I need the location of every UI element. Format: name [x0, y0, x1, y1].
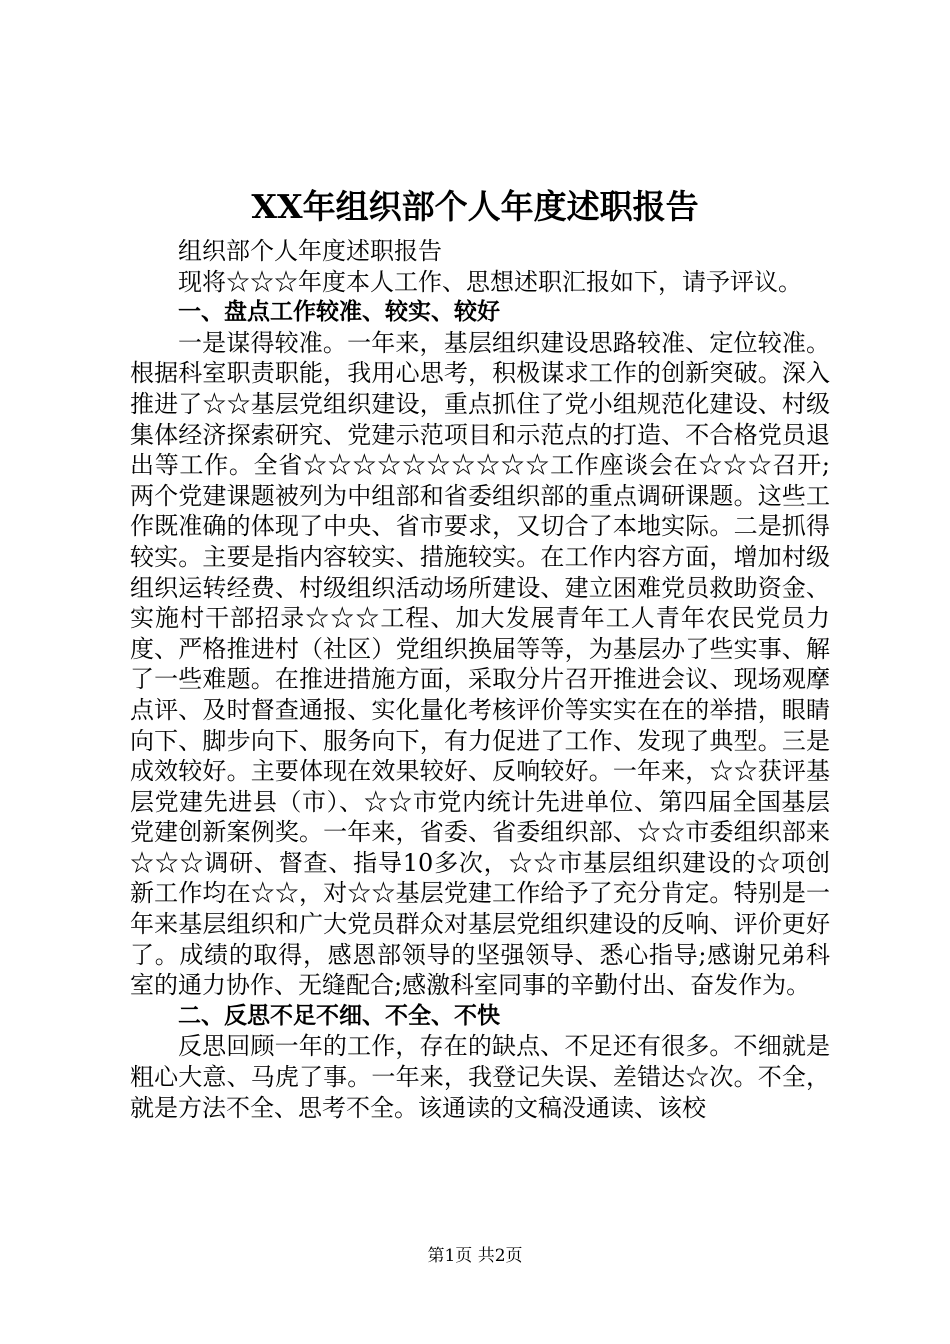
section-1-paragraph: 一是谋得较准。一年来，基层组织建设思路较准、定位较准。根据科室职责职能，我用心思考，积极谋求工作的创新突破。深入推进了☆☆基层党组织建设，重点抓住了党小组规范化建设、村级集体经济探索研究、党建示范项目和示范点的打造、不合格党员退出等工作。全省☆☆☆☆☆☆☆☆☆☆工作座谈会在☆☆☆召开;两个党建课题被列为中组部和省委组织部的重点调研课题。这些工作既准确的体现了中央、省市要求，又切合了本地实际。二是抓得较实。主要是指内容较实、措施较实。在工作内容方面，增加村级组织运转经费、村级组织活动场所建设、建立困难党员救助资金、实施村干部招录☆☆☆工程、加大发展青年工人青年农民党员力度、严格推进村（社区）党组织换届等等，为基层办了些实事、解了一些难题。在推进措施方面，采取分片召开推进会议、现场观摩点评、及时督查通报、实化量化考核评价等实实在在的举措，眼睛向下、脚步向下、服务向下，有力促进了工作、发现了典型。三是成效较好。主要体现在效果较好、反响较好。一年来，☆☆获评基层党建先进县（市）、☆☆市党内统计先进单位、第四届全国基层党建创新案例奖。一年来，省委、省委组织部、☆☆市委组织部来☆☆☆调研、督查、指导10多次，☆☆市基层组织建设的☆项创新工作均在☆☆，对☆☆基层党建工作给予了充分肯定。特别是一年来基层组织和广大党员群众对基层党组织建设的反响、评价更好了。成绩的取得，感恩部领导的坚强领导、悉心指导;感谢兄弟科室的通力协作、无缝配合;感激科室同事的辛勤付出、奋发作为。 — [130, 328, 830, 1000]
document-title: XX年组织部个人年度述职报告 — [251, 187, 699, 226]
page-footer: 第1页 共2页 — [427, 1246, 523, 1266]
document-body — [130, 236, 830, 1123]
intro-paragraph: 现将☆☆☆年度本人工作、思想述职汇报如下，请予评议。 — [178, 267, 802, 296]
section-2-heading: 二、反思不足不细、不全、不快 — [178, 1002, 500, 1029]
section-2-paragraph: 反思回顾一年的工作，存在的缺点、不足还有很多。不细就是粗心大意、马虎了事。一年来，我登记失误、差错达☆次。不全，就是方法不全、思考不全。该通读的文稿没通读、该校 — [130, 1032, 830, 1122]
subtitle-line: 组织部个人年度述职报告 — [178, 237, 442, 265]
section-1-heading: 一、盘点工作较准、较实、较好 — [178, 299, 500, 326]
